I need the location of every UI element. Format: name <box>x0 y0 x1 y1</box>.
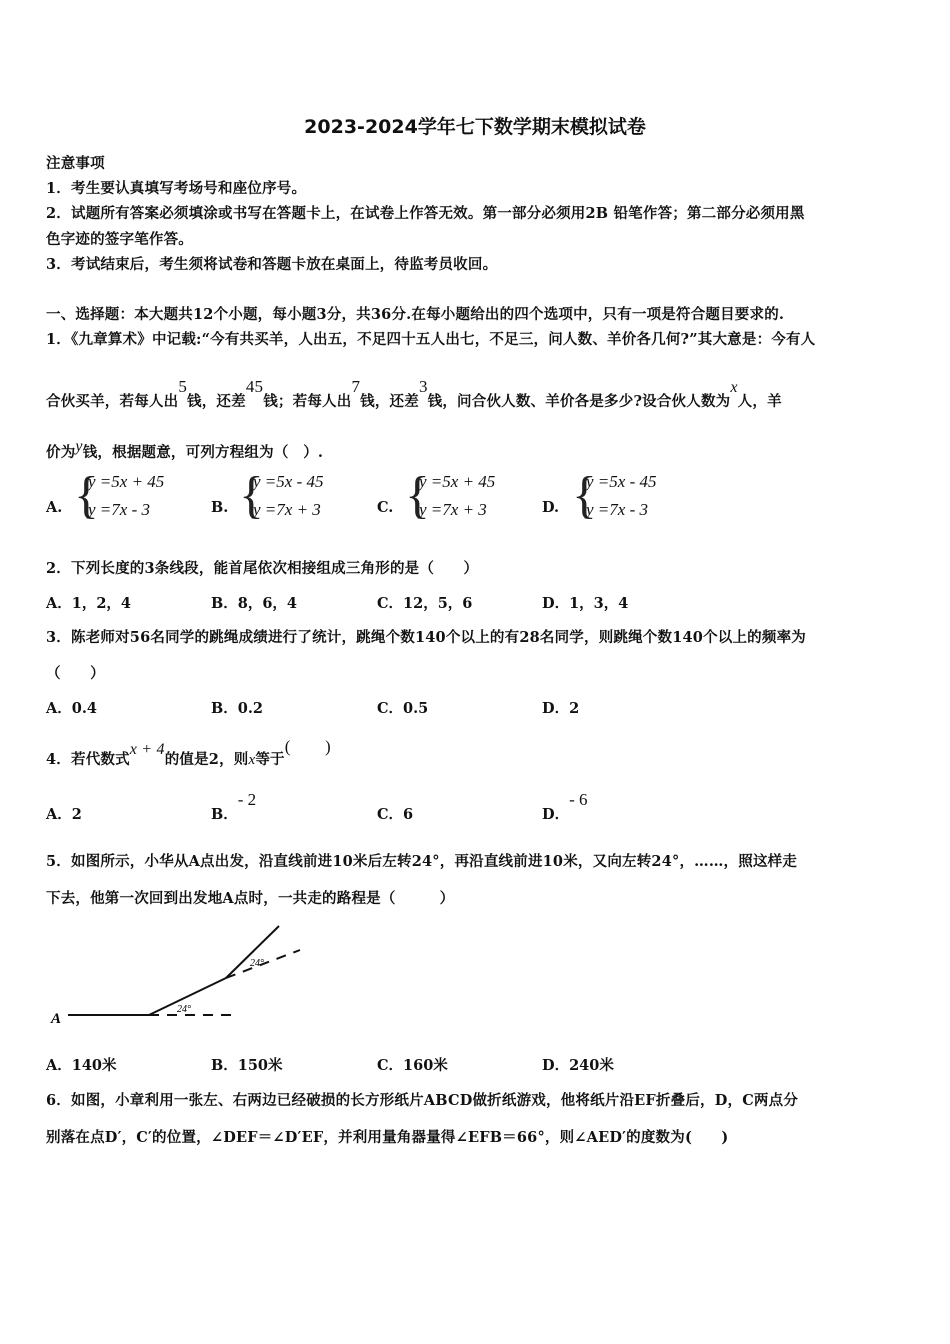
q1-num: 45 <box>245 377 264 396</box>
path-segment <box>226 926 279 978</box>
equation: y =5x - 45 <box>586 472 657 491</box>
q1-text: 人，羊 <box>737 393 782 410</box>
q4-option-b-value: - 2 <box>237 790 257 809</box>
equation: y =7x + 3 <box>253 500 321 519</box>
q4-option-b[interactable] <box>211 790 257 824</box>
notice-item: 3．考试结束后，考生须将试卷和答题卡放在桌面上，待监考员收回。 <box>46 256 498 273</box>
q5-option-d[interactable]: D．240米 <box>542 1057 614 1074</box>
q2-stem: 2．下列长度的3条线段，能首尾依次相接组成三角形的是（ ） <box>46 560 479 577</box>
q1-text: 钱，还差 <box>360 393 419 410</box>
q3-option-d[interactable]: D．2 <box>542 700 580 717</box>
angle-label: 24° <box>250 958 264 969</box>
q1-num: 7 <box>351 377 361 396</box>
q4-expression: x + 4 <box>129 741 165 758</box>
equation: y =5x - 45 <box>253 472 324 491</box>
q4-option-d[interactable] <box>542 790 588 824</box>
page-title: 2023-2024学年七下数学期末模拟试卷 <box>304 116 646 138</box>
q1-option-c-label[interactable]: C. <box>377 499 394 516</box>
section-heading: 一、选择题：本大题共12个小题，每小题3分，共36分.在每小题给出的四个选项中，只有一项是符合题目要求的. <box>46 306 785 323</box>
q1-option-d-label[interactable]: D. <box>542 499 560 516</box>
q4-text: 的值是2，则 <box>164 751 249 768</box>
angle-label: 24° <box>177 1004 191 1015</box>
q4-text: 等于 <box>255 751 285 768</box>
q4-option-b-label: B． <box>211 806 238 823</box>
q1-option-b-label[interactable]: B. <box>211 499 229 516</box>
point-label: A <box>51 1011 62 1027</box>
q2-option-d[interactable]: D．1，3，4 <box>542 595 629 612</box>
q3-stem-paren: （ ） <box>46 665 105 682</box>
equation: y =7x + 3 <box>419 500 487 519</box>
equation: y =5x + 45 <box>88 472 165 491</box>
q6-stem-line2: 别落在点D′，C′的位置，∠DEF＝∠D′EF，并利用量角器量得∠EFB＝66°，则∠AED′的度数为( ) <box>46 1129 729 1146</box>
q1-text: 钱，根据题意，可列方程组为（ ）. <box>82 444 324 461</box>
q4-option-d-value: - 6 <box>569 790 588 809</box>
q1-text: 钱，问合伙人数、羊价各是多少?设合伙人数为 <box>427 393 731 410</box>
q1-option-a-system[interactable] <box>74 467 204 526</box>
q1-option-c-system[interactable] <box>405 467 535 526</box>
q4-option-d-label: D． <box>542 806 570 823</box>
notice-item: 2．试题所有答案必须填涂或书写在答题卡上，在试卷上作答无效。第一部分必须用2B 铅笔作答；第二部分必须用黑 <box>46 205 805 222</box>
q4-var: x <box>248 752 256 768</box>
q1-option-d-system[interactable] <box>572 467 702 526</box>
q5-stem-line2: 下去，他第一次回到出发地A点时，一共走的路程是（ ） <box>46 890 455 907</box>
q5-option-b[interactable]: B．150米 <box>211 1057 283 1074</box>
q3-option-c[interactable]: C．0.5 <box>377 700 429 717</box>
q4-text: 4．若代数式 <box>46 751 130 768</box>
notice-item: 1．考生要认真填写考场号和座位序号。 <box>46 180 307 197</box>
notice-heading: 注意事项 <box>46 155 105 172</box>
q5-stem-line1: 5．如图所示，小华从A点出发，沿直线前进10米后左转24°，再沿直线前进10米，又向左转24°，……，照这样走 <box>46 853 798 870</box>
brace-icon: { <box>572 467 597 524</box>
q6-stem-line1: 6．如图，小章利用一张左、右两边已经破损的长方形纸片ABCD做折纸游戏，他将纸片沿EF折叠后，D，C两点分 <box>46 1092 799 1109</box>
q1-option-b-system[interactable] <box>239 467 369 526</box>
equation: y =7x - 3 <box>88 500 150 519</box>
q4-option-a[interactable]: A．2 <box>46 806 82 823</box>
q5-figure <box>46 920 316 1035</box>
q1-text: 价为 <box>46 444 76 461</box>
equation: y =5x + 45 <box>419 472 496 491</box>
equation: y =7x - 3 <box>586 500 648 519</box>
q1-text: 合伙买羊，若每人出 <box>46 393 179 410</box>
q1-stem-line1: 1．《九章算术》中记载:“今有共买羊，人出五，不足四十五人出七，不足三，问人数、羊价各几何?”其大意是：今有人 <box>46 331 816 348</box>
q1-text: 钱，还差 <box>187 393 246 410</box>
q3-option-b[interactable]: B．0.2 <box>211 700 263 717</box>
q2-option-a[interactable]: A．1，2，4 <box>46 595 132 612</box>
q5-option-c[interactable]: C．160米 <box>377 1057 448 1074</box>
notice-item: 色字迹的签字笔作答。 <box>46 231 193 248</box>
q1-num: 3 <box>418 377 428 396</box>
q5-option-a[interactable]: A．140米 <box>46 1057 117 1074</box>
q2-option-c[interactable]: C．12，5，6 <box>377 595 473 612</box>
brace-icon: { <box>405 467 430 524</box>
q1-stem-line3 <box>46 438 324 462</box>
brace-icon: { <box>74 467 99 524</box>
q1-stem-line2 <box>46 377 782 411</box>
q1-var: y <box>75 438 83 455</box>
q1-num: 5 <box>178 377 188 396</box>
brace-icon: { <box>239 467 264 524</box>
q3-stem: 3．陈老师对56名同学的跳绳成绩进行了统计，跳绳个数140个以上的有28名同学，则跳绳个数140个以上的频率为 <box>46 629 806 646</box>
q1-text: 钱；若每人出 <box>263 393 352 410</box>
q3-option-a[interactable]: A．0.4 <box>46 700 97 717</box>
q1-var: x <box>730 379 738 396</box>
q4-option-c[interactable]: C．6 <box>377 806 414 823</box>
q4-stem <box>46 737 331 769</box>
q1-option-a-label[interactable]: A. <box>46 499 63 516</box>
q4-paren: ( ) <box>284 737 331 756</box>
q2-option-b[interactable]: B．8，6，4 <box>211 595 298 612</box>
